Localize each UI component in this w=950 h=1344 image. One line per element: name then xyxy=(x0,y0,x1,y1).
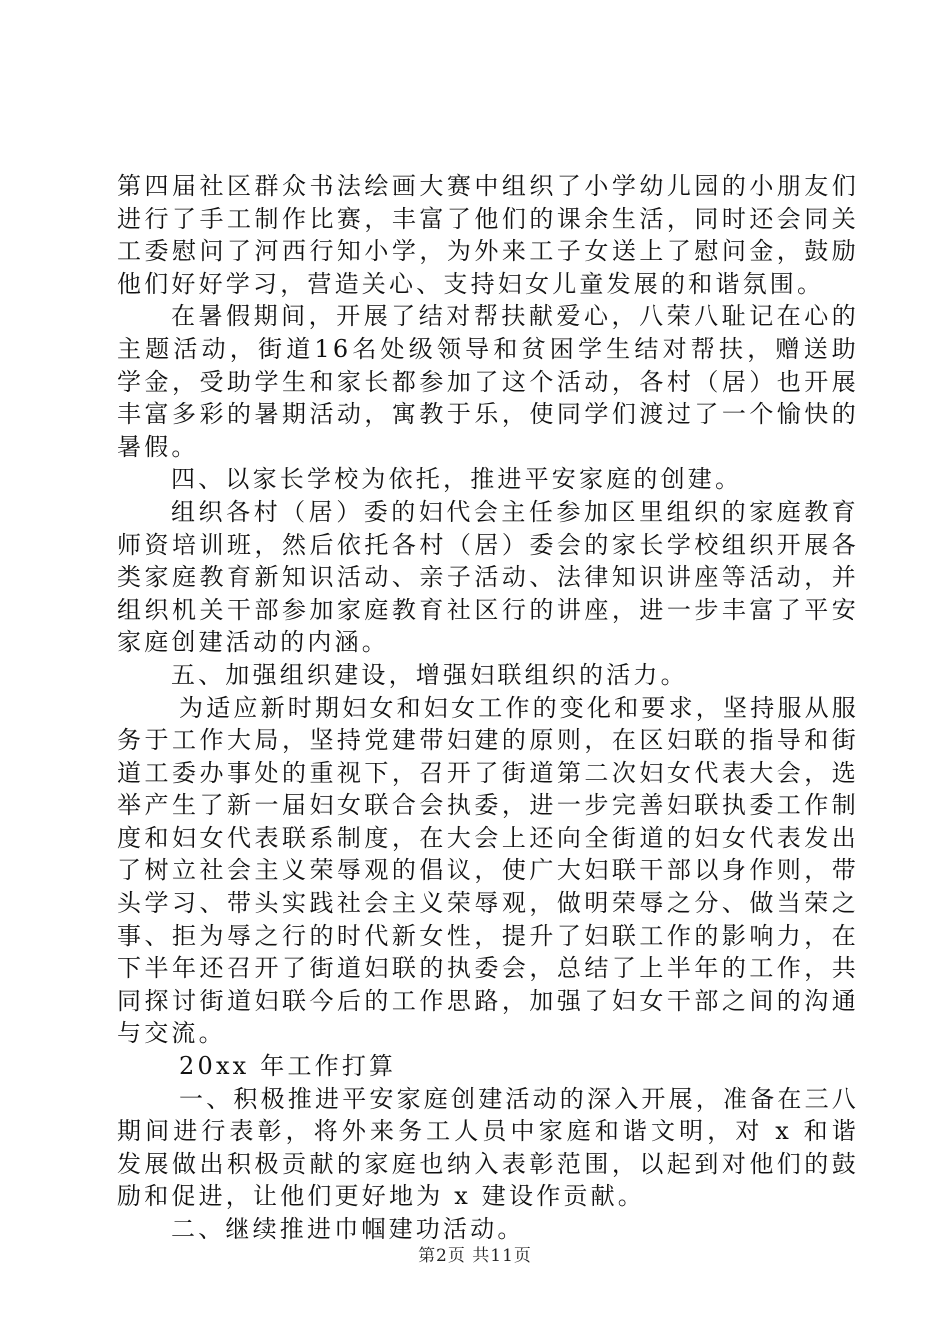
document-body xyxy=(117,170,859,1246)
paragraph-4: 为适应新时期妇女和妇女工作的变化和要求，坚持服从服务于工作大局，坚持党建带妇建的原则，在区妇联的指导和街道工委办事处的重视下，召开了街道第二次妇女代表大会，选举产生了新一届妇女联合会执委，进一步完善妇联执委工作制度和妇女代表联系制度，在大会上还向全街道的妇女代表发出了树立社会主义荣辱观的倡议，使广大妇联干部以身作则，带头学习、带头实践社会主义荣辱观，做明荣辱之分、做当荣之事、拒为辱之行的时代新女性，提升了妇联工作的影响力，在下半年还召开了街道妇联的执委会，总结了上半年的工作，共同探讨街道妇联今后的工作思路，加强了妇女干部之间的沟通与交流。 xyxy=(117,693,859,1048)
section-heading-4: 四、以家长学校为依托，推进平安家庭的创建。 xyxy=(171,465,743,494)
paragraph-3: 组织各村（居）委的妇代会主任参加区里组织的家庭教育师资培训班，然后依托各村（居）委会的家长学校组织开展各类家庭教育新知识活动、亲子活动、法律知识讲座等活动，并组织机关干部参加家庭教育社区行的讲座，进一步丰富了平安家庭创建活动的内涵。 xyxy=(117,497,859,657)
paragraph-1: 第四届社区群众书法绘画大赛中组织了小学幼儿园的小朋友们进行了手工制作比赛，丰富了他们的课余生活，同时还会同关工委慰问了河西行知小学，为外来工子女送上了慰问金，鼓励他们好好学习，营造关心、支持妇女儿童发展的和谐氛围。 xyxy=(117,172,859,298)
plan-heading: 20xx 年工作打算 xyxy=(179,1052,397,1081)
section-heading-5: 五、加强组织建设，增强妇联组织的活力。 xyxy=(171,660,688,689)
plan-item-1: 一、积极推进平安家庭创建活动的深入开展，准备在三八期间进行表彰，将外来务工人员中家庭和谐文明，对 x 和谐发展做出积极贡献的家庭也纳入表彰范围，以起到对他们的鼓励和促进，让他们更好地为 x 建设作贡献。 xyxy=(117,1084,859,1211)
plan-item-2: 二、继续推进巾帼建功活动。 xyxy=(171,1215,525,1243)
page-footer: 第2页 共11页 xyxy=(418,1246,532,1266)
paragraph-2: 在暑假期间，开展了结对帮扶献爱心，八荣八耻记在心的主题活动，街道16名处级领导和贫困学生结对帮扶，赠送助学金，受助学生和家长都参加了这个活动，各村（居）也开展丰富多彩的暑期活动，寓教于乐，使同学们渡过了一个愉快的暑假。 xyxy=(117,302,859,461)
